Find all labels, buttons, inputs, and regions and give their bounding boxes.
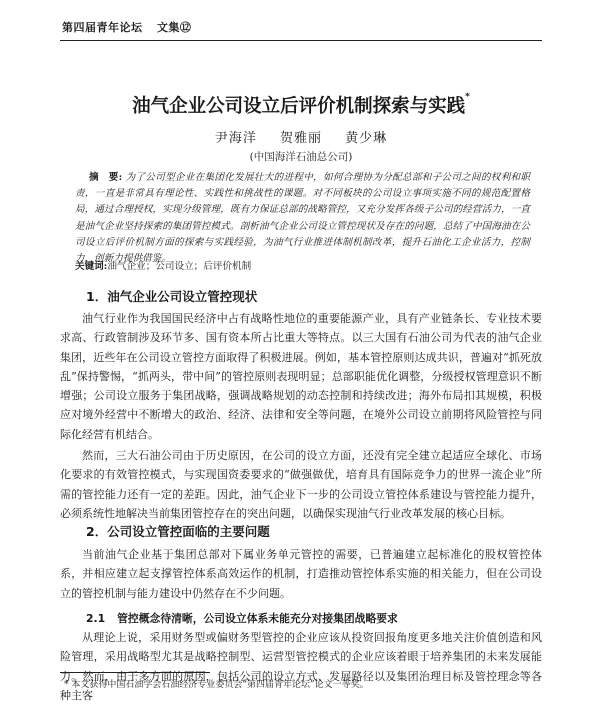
keywords [75, 258, 530, 272]
section-2-1-paragraph-1: 从理论上说，采用财务型或偏财务型管控的企业应该从投资回报角度更多地关注价值创造和风险管理，采用战略型尤其是战略控制型、运营型管控模式的企业应该着眼于培养集团的未来发展能力。然而，由于多方面的原因，包括公司的设立方式、发展路径以及集团治理目标及管控理念等各种主客 [60, 631, 542, 702]
author-name: 贺雅丽 [279, 131, 322, 146]
author-name: 黄少琳 [345, 131, 388, 146]
section-1-paragraph-1: 油气行业作为我国国民经济中占有战略性地位的重要能源产业，具有产业链条长、专业技术要求高、行政管制涉及环节多、国有资本所占比重大等特点。以三大国有石油公司为代表的油气企业集团，近些年在公司设立管控方面取得了积极进展。例如，基本管控原则达成共识，普遍对“抓死放乱”保持警惕，“抓两头，带中间”的管控原则表现明显；总部职能优化调整，分级授权管理意识不断增强；公司设立服务于集团战略，强调战略规划的动态控制和持续改进；海外布局扣其规模，积极应对境外经营中不断增大的政治、经济、法律和安全等问题，在境外公司设立前期将风险管控与同际化经营有机结合。 [60, 312, 542, 441]
running-head-event: 第四届青年论坛 [62, 21, 143, 34]
article-title [60, 92, 542, 118]
section-2-paragraph-1: 当前油气企业基于集团总部对下属业务单元管控的需要，已普遍建立起标准化的股权管控体系，并相应建立起支撑管控体系高效运作的机制，打造推动管控体系实施的相关能力，但在公司设立的管控机制与能力建设中仍然存在不少问题。 [60, 548, 542, 600]
keywords-text: 油气企业；公司设立；后评价机制 [107, 261, 252, 272]
author-list [60, 127, 542, 146]
section-2-1-number: 2.1 [86, 612, 106, 625]
abstract [75, 170, 530, 267]
header-rule [60, 40, 542, 41]
running-head-collection: 文集⑫ [156, 21, 192, 34]
author-name: 尹海洋 [214, 131, 257, 146]
section-1-paragraph-2: 然而，三大石油公司由于历史原因，在公司的设立方面，还没有完全建立起适应全球化、市场化要求的有效管控模式，与实现国资委要求的“做强做优，培育具有国际竞争力的世界一流企业”所需的管控能力还有一定的差距。因此，油气企业下一步的公司设立管控体系建设与管控能力提升，必须系统性地解决当前集团管控存在的突出问题，以确保实现油气行业改革发展的核心目标。 [60, 449, 542, 520]
footnote-rule [60, 672, 210, 673]
section-1-heading: 1．油气企业公司设立管控现状 [86, 289, 258, 304]
section-2-1-heading [86, 611, 398, 626]
article-title-text: 油气企业公司设立后评价机制探索与实践 [132, 96, 466, 117]
section-2-1-title: 管控概念待清晰，公司设立体系未能充分对接集团战略要求 [117, 612, 398, 625]
abstract-text: 为了公司型企业在集团化发展壮大的进程中，如何合理协为分配总部和子公司之间的权利和职责，一直是非常具有理论性、实践性和挑战性的课题。对不同板块的公司设立事项实施不同的规范配置格局，通过合理授权，实现分级管理，既有力保证总部的战略管控，又充分发挥各级子公司的经营活力，一直是油气企业坚持探索的集团管控模式。剖析油气企业公司设立管控现状及存在的问题，总结了中国海油在公司设立后评价机制方面的探索与实践经验，为油气行业推进体制机制改革，提升石油化工企业活力，控制力，创新力提供借鉴。 [75, 172, 531, 265]
section-2-heading: 2．公司设立管控面临的主要问题 [86, 524, 270, 539]
title-footnote-mark: * [465, 92, 470, 102]
running-head [62, 19, 191, 35]
keywords-label: 关键词: [75, 261, 108, 272]
abstract-label: 摘 要: [89, 172, 123, 183]
author-affiliation: (中国海洋石油总公司) [249, 151, 353, 163]
footnote: * 本文获得中国石油学会石油经济专业委员会“第四届青年论坛”论文一等奖。 [64, 680, 369, 690]
